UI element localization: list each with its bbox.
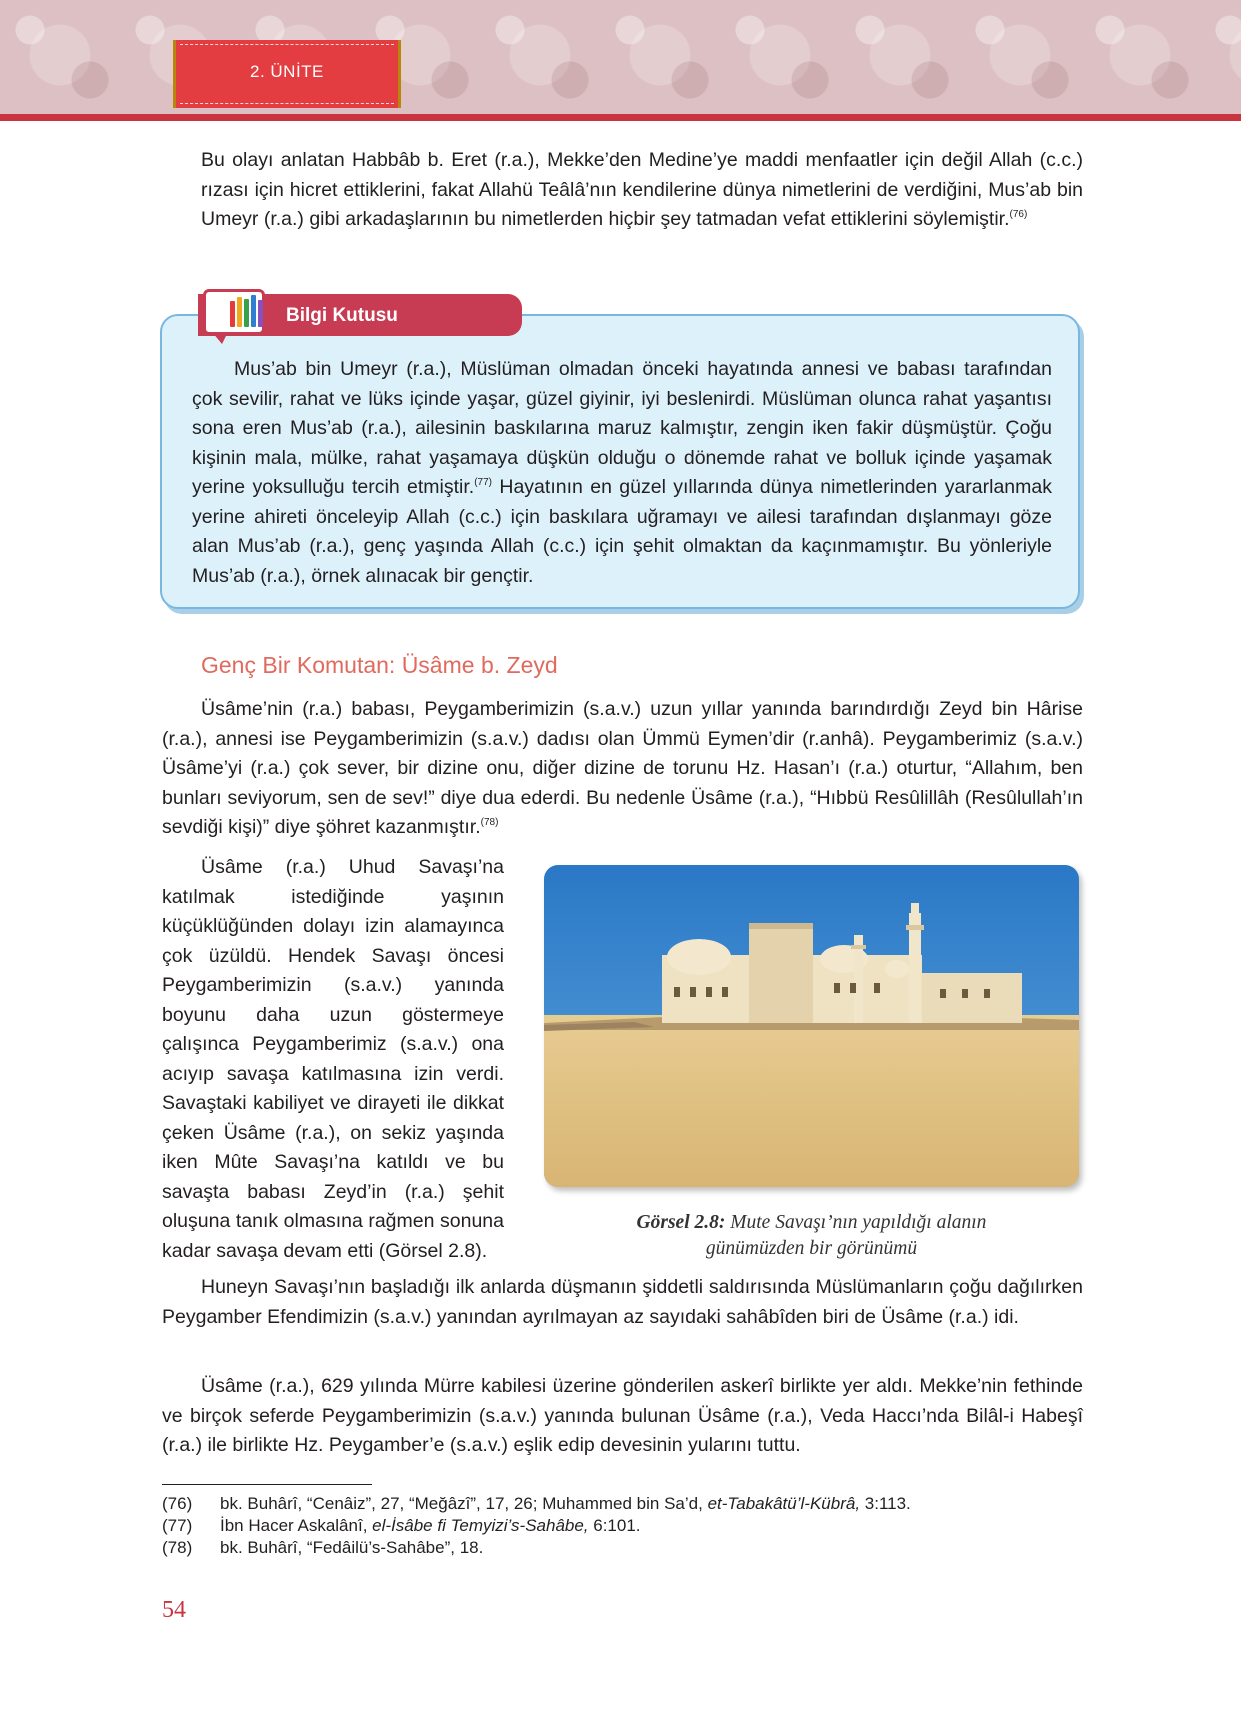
info-box-text-1: Mus’ab bin Umeyr (r.a.), Müslüman olmadan önceki hayatında annesi ve babası tarafından çok sevilir, rahat ve lüks içinde yaşar, güzel giyinir, iyi beslenirdi. Müslüman olunca rahat yaşantısı sona eren Mus’ab (r.a.), ailesinin baskılarına maruz kalmıştır, zengin iken fakir düşmüştür. Çoğu kişinin mala, mülke, rahat yaşamaya düşkün olduğu o dönemde rahat ve bolluk içinde yaşamak yerine yoksulluğu tercih etmiştir. — [192, 358, 1052, 498]
footnote-78 — [162, 1537, 483, 1559]
intro-text: Bu olayı anlatan Habbâb b. Eret (r.a.), Mekke’den Medine’ye maddi menfaatler için değil Allah (c.c.) rızası için hicret ettiklerini, fakat Allahü Teâlâ’nın kendilerine dünya nimetlerini de verdiğini, Mus’ab bin Umeyr (r.a.) gibi arkadaşlarının bu nimetlerden hiçbir şey tatmadan vefat ettiklerini söylemiştir. — [201, 149, 1083, 230]
info-box-title: Bilgi Kutusu — [286, 305, 398, 326]
footnote-divider — [162, 1484, 372, 1485]
footnote-number: (77) — [162, 1516, 193, 1535]
usame-paragraph-3: Huneyn Savaşı’nın başladığı ilk anlarda düşmanın şiddetli saldırısında Müslümanların çoğu dağılırken Peygamber Efendimizin (s.a.v.) yanından ayrılmayan az sayıdaki sahâbîden biri de Üsâme (r.a.) idi. — [162, 1276, 1083, 1328]
figure-caption — [544, 1210, 1079, 1262]
usame-paragraph-1 — [162, 695, 1083, 843]
footnote-ref-76: (76) — [1009, 209, 1028, 220]
usame-paragraph-2: Üsâme (r.a.) Uhud Savaşı’na katılmak istediğinde yaşının küçüklüğünden dolayı izin alamayınca çok üzüldü. Hendek Savaşı öncesi Peygamberimizin (s.a.v.) yanında boyunu daha uzun göstermeye çalışınca Peygamberimiz (s.a.v.) ona acıyıp savaşa katılmasına izin verdi. Savaştaki kabiliyet ve dirayeti ile dikkat çeken Üsâme (r.a.), on sekiz yaşında iken Mûte Savaşı’na katıldı ve bu savaşta babası Zeyd’in (r.a.) şehit oluşuna tanık olmasına rağmen sonuna kadar savaşa devam etti (Görsel 2.8). — [162, 856, 504, 1262]
footnote-number: (78) — [162, 1538, 193, 1557]
unit-label: 2. ÜNİTE — [250, 62, 324, 81]
footnote-text: bk. Buhârî, “Cenâiz”, 27, “Meğâzî”, 17, 26; Muhammed bin Sa’d, — [220, 1494, 708, 1513]
header-band — [0, 114, 1241, 121]
footnote-text: bk. Buhârî, “Fedâilü’s-Sahâbe”, 18. — [220, 1538, 484, 1557]
footnote-number: (76) — [162, 1494, 193, 1513]
figure-caption-line-2: günümüzden bir görünümü — [705, 1238, 918, 1259]
unit-tag — [173, 40, 401, 108]
books-speech-bubble-icon — [203, 289, 265, 335]
footnote-76 — [162, 1493, 911, 1515]
mute-battlefield-photo — [544, 865, 1079, 1187]
info-box-text — [192, 355, 1052, 591]
usame-paragraph-4: Üsâme (r.a.), 629 yılında Mürre kabilesi üzerine gönderilen askerî birlikte yer aldı. Mekke’nin fethinde ve birçok seferde Peygamberimizin (s.a.v.) yanında bulunan Üsâme (r.a.), Veda Haccı’nda Bilâl-i Habeşî (r.a.) ile birlikte Hz. Peygamber’e (s.a.v.) eşlik edip devesinin yularını tuttu. — [162, 1375, 1083, 1456]
section-title: Genç Bir Komutan: Üsâme b. Zeyd — [201, 652, 558, 678]
footnote-text: İbn Hacer Askalânî, — [220, 1516, 373, 1535]
usame-paragraph-1-text: Üsâme’nin (r.a.) babası, Peygamberimizin (s.a.v.) uzun yıllar yanında barındırdığı Zeyd bin Hârise (r.a.), annesi ise Peygamberimizin (s.a.v.) dadısı olan Ümmü Eymen’dir (r.anhâ). Peygamberimiz (s.a.v.) Üsâme’yi (r.a.) çok sever, bir dizine onu, diğer dizine de torunu Hz. Hasan’ı (r.a.) oturtur, “Allahım, ben bunları seviyorum, sen de sev!” diye dua ederdi. Bu nedenle Üsâme (r.a.), “Hıbbü Resûlillâh (Resûlullah’ın sevdiği kişi)” diye şöhret kazanmıştır. — [162, 698, 1083, 838]
footnote-text-end: 3:113. — [860, 1494, 911, 1513]
figure-label: Görsel 2.8: — [636, 1212, 726, 1233]
figure-caption-line-1: Mute Savaşı’nın yapıldığı alanın — [725, 1212, 987, 1233]
info-box-text-2: Hayatının en güzel yıllarında dünya nimetlerinden yararlanmak yerine ahireti önceleyip Allah (c.c.) için baskılara uğramayı ve ailesi tarafından dışlanmayı göze alan Mus’ab (r.a.), genç yaşında Allah (c.c.) için şehit olmaktan da kaçınmamıştır. Bu yönleriyle Mus’ab (r.a.), örnek alınacak bir gençtir. — [192, 476, 1052, 587]
footnote-ref-78: (78) — [480, 817, 499, 828]
footnote-source-title: et-Tabakâtü’l-Kübrâ, — [707, 1494, 861, 1513]
page-number: 54 — [162, 1597, 186, 1623]
footnote-text-end: 6:101. — [588, 1516, 641, 1535]
footnote-source-title: el-İsâbe fi Temyizi’s-Sahâbe, — [372, 1516, 589, 1535]
intro-paragraph — [201, 146, 1083, 235]
footnote-77 — [162, 1515, 641, 1537]
footnote-ref-77: (77) — [474, 477, 493, 488]
